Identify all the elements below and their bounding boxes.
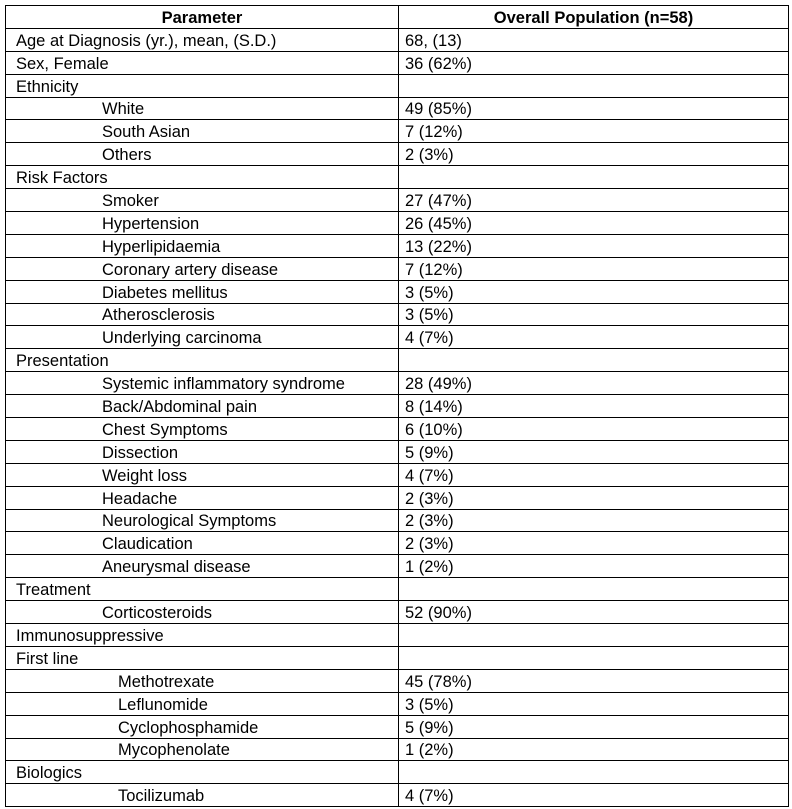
value-cell xyxy=(399,166,789,189)
parameter-cell: Treatment xyxy=(6,578,399,601)
population-characteristics-table xyxy=(5,5,789,807)
table-row xyxy=(6,486,789,509)
value-cell: 27 (47%) xyxy=(399,189,789,212)
parameter-cell: Presentation xyxy=(6,349,399,372)
parameter-cell: Back/Abdominal pain xyxy=(6,395,399,418)
table-row xyxy=(6,463,789,486)
value-cell: 3 (5%) xyxy=(399,280,789,303)
value-cell xyxy=(399,646,789,669)
value-cell: 2 (3%) xyxy=(399,509,789,532)
value-cell: 68, (13) xyxy=(399,28,789,51)
parameter-cell: White xyxy=(6,97,399,120)
parameter-cell: Cyclophosphamide xyxy=(6,715,399,738)
parameter-cell: Corticosteroids xyxy=(6,601,399,624)
table-row xyxy=(6,28,789,51)
table-row xyxy=(6,280,789,303)
value-cell xyxy=(399,74,789,97)
value-cell: 8 (14%) xyxy=(399,395,789,418)
value-cell: 1 (2%) xyxy=(399,738,789,761)
value-cell xyxy=(399,349,789,372)
table-row xyxy=(6,326,789,349)
value-cell: 7 (12%) xyxy=(399,120,789,143)
parameter-cell: Hyperlipidaemia xyxy=(6,234,399,257)
value-cell: 6 (10%) xyxy=(399,418,789,441)
parameter-cell: Weight loss xyxy=(6,463,399,486)
table-row xyxy=(6,624,789,647)
parameter-cell: Biologics xyxy=(6,761,399,784)
value-cell: 7 (12%) xyxy=(399,257,789,280)
table-row xyxy=(6,303,789,326)
table-row xyxy=(6,143,789,166)
table-row xyxy=(6,234,789,257)
table-row xyxy=(6,784,789,807)
value-cell: 52 (90%) xyxy=(399,601,789,624)
parameter-cell: Diabetes mellitus xyxy=(6,280,399,303)
parameter-cell: Neurological Symptoms xyxy=(6,509,399,532)
parameter-cell: Age at Diagnosis (yr.), mean, (S.D.) xyxy=(6,28,399,51)
table-row xyxy=(6,601,789,624)
parameter-cell: Chest Symptoms xyxy=(6,418,399,441)
table-row xyxy=(6,761,789,784)
parameter-cell: Atherosclerosis xyxy=(6,303,399,326)
table-row xyxy=(6,395,789,418)
parameter-cell: First line xyxy=(6,646,399,669)
value-cell xyxy=(399,624,789,647)
table-row xyxy=(6,646,789,669)
table-row xyxy=(6,578,789,601)
table-row xyxy=(6,166,789,189)
parameter-cell: Systemic inflammatory syndrome xyxy=(6,372,399,395)
table-row xyxy=(6,692,789,715)
table-row xyxy=(6,372,789,395)
value-cell: 3 (5%) xyxy=(399,303,789,326)
table-row xyxy=(6,97,789,120)
table-row xyxy=(6,74,789,97)
value-cell xyxy=(399,578,789,601)
table-row xyxy=(6,715,789,738)
value-cell: 4 (7%) xyxy=(399,784,789,807)
parameter-cell: Risk Factors xyxy=(6,166,399,189)
value-cell: 5 (9%) xyxy=(399,715,789,738)
value-cell: 4 (7%) xyxy=(399,463,789,486)
table-row xyxy=(6,555,789,578)
parameter-cell: Headache xyxy=(6,486,399,509)
parameter-cell: Hypertension xyxy=(6,212,399,235)
value-cell: 45 (78%) xyxy=(399,669,789,692)
parameter-cell: Others xyxy=(6,143,399,166)
value-cell: 36 (62%) xyxy=(399,51,789,74)
parameter-cell: Tocilizumab xyxy=(6,784,399,807)
table-row xyxy=(6,669,789,692)
table-row xyxy=(6,257,789,280)
parameter-cell: Sex, Female xyxy=(6,51,399,74)
header-parameter: Parameter xyxy=(6,6,399,29)
header-row xyxy=(6,6,789,29)
parameter-cell: Methotrexate xyxy=(6,669,399,692)
table-row xyxy=(6,509,789,532)
value-cell: 2 (3%) xyxy=(399,143,789,166)
parameter-cell: Ethnicity xyxy=(6,74,399,97)
table-row xyxy=(6,532,789,555)
table-row xyxy=(6,212,789,235)
header-overall-population: Overall Population (n=58) xyxy=(399,6,789,29)
parameter-cell: Immunosuppressive xyxy=(6,624,399,647)
parameter-cell: Underlying carcinoma xyxy=(6,326,399,349)
value-cell: 3 (5%) xyxy=(399,692,789,715)
table-row xyxy=(6,440,789,463)
table-row xyxy=(6,189,789,212)
value-cell xyxy=(399,761,789,784)
parameter-cell: Claudication xyxy=(6,532,399,555)
parameter-cell: Dissection xyxy=(6,440,399,463)
table-row xyxy=(6,349,789,372)
table-row xyxy=(6,120,789,143)
value-cell: 1 (2%) xyxy=(399,555,789,578)
parameter-cell: Leflunomide xyxy=(6,692,399,715)
value-cell: 28 (49%) xyxy=(399,372,789,395)
value-cell: 49 (85%) xyxy=(399,97,789,120)
parameter-cell: Smoker xyxy=(6,189,399,212)
value-cell: 13 (22%) xyxy=(399,234,789,257)
table-row xyxy=(6,418,789,441)
parameter-cell: Coronary artery disease xyxy=(6,257,399,280)
table-row xyxy=(6,51,789,74)
value-cell: 2 (3%) xyxy=(399,532,789,555)
value-cell: 2 (3%) xyxy=(399,486,789,509)
table-row xyxy=(6,738,789,761)
value-cell: 26 (45%) xyxy=(399,212,789,235)
parameter-cell: South Asian xyxy=(6,120,399,143)
parameter-cell: Aneurysmal disease xyxy=(6,555,399,578)
value-cell: 5 (9%) xyxy=(399,440,789,463)
parameter-cell: Mycophenolate xyxy=(6,738,399,761)
value-cell: 4 (7%) xyxy=(399,326,789,349)
